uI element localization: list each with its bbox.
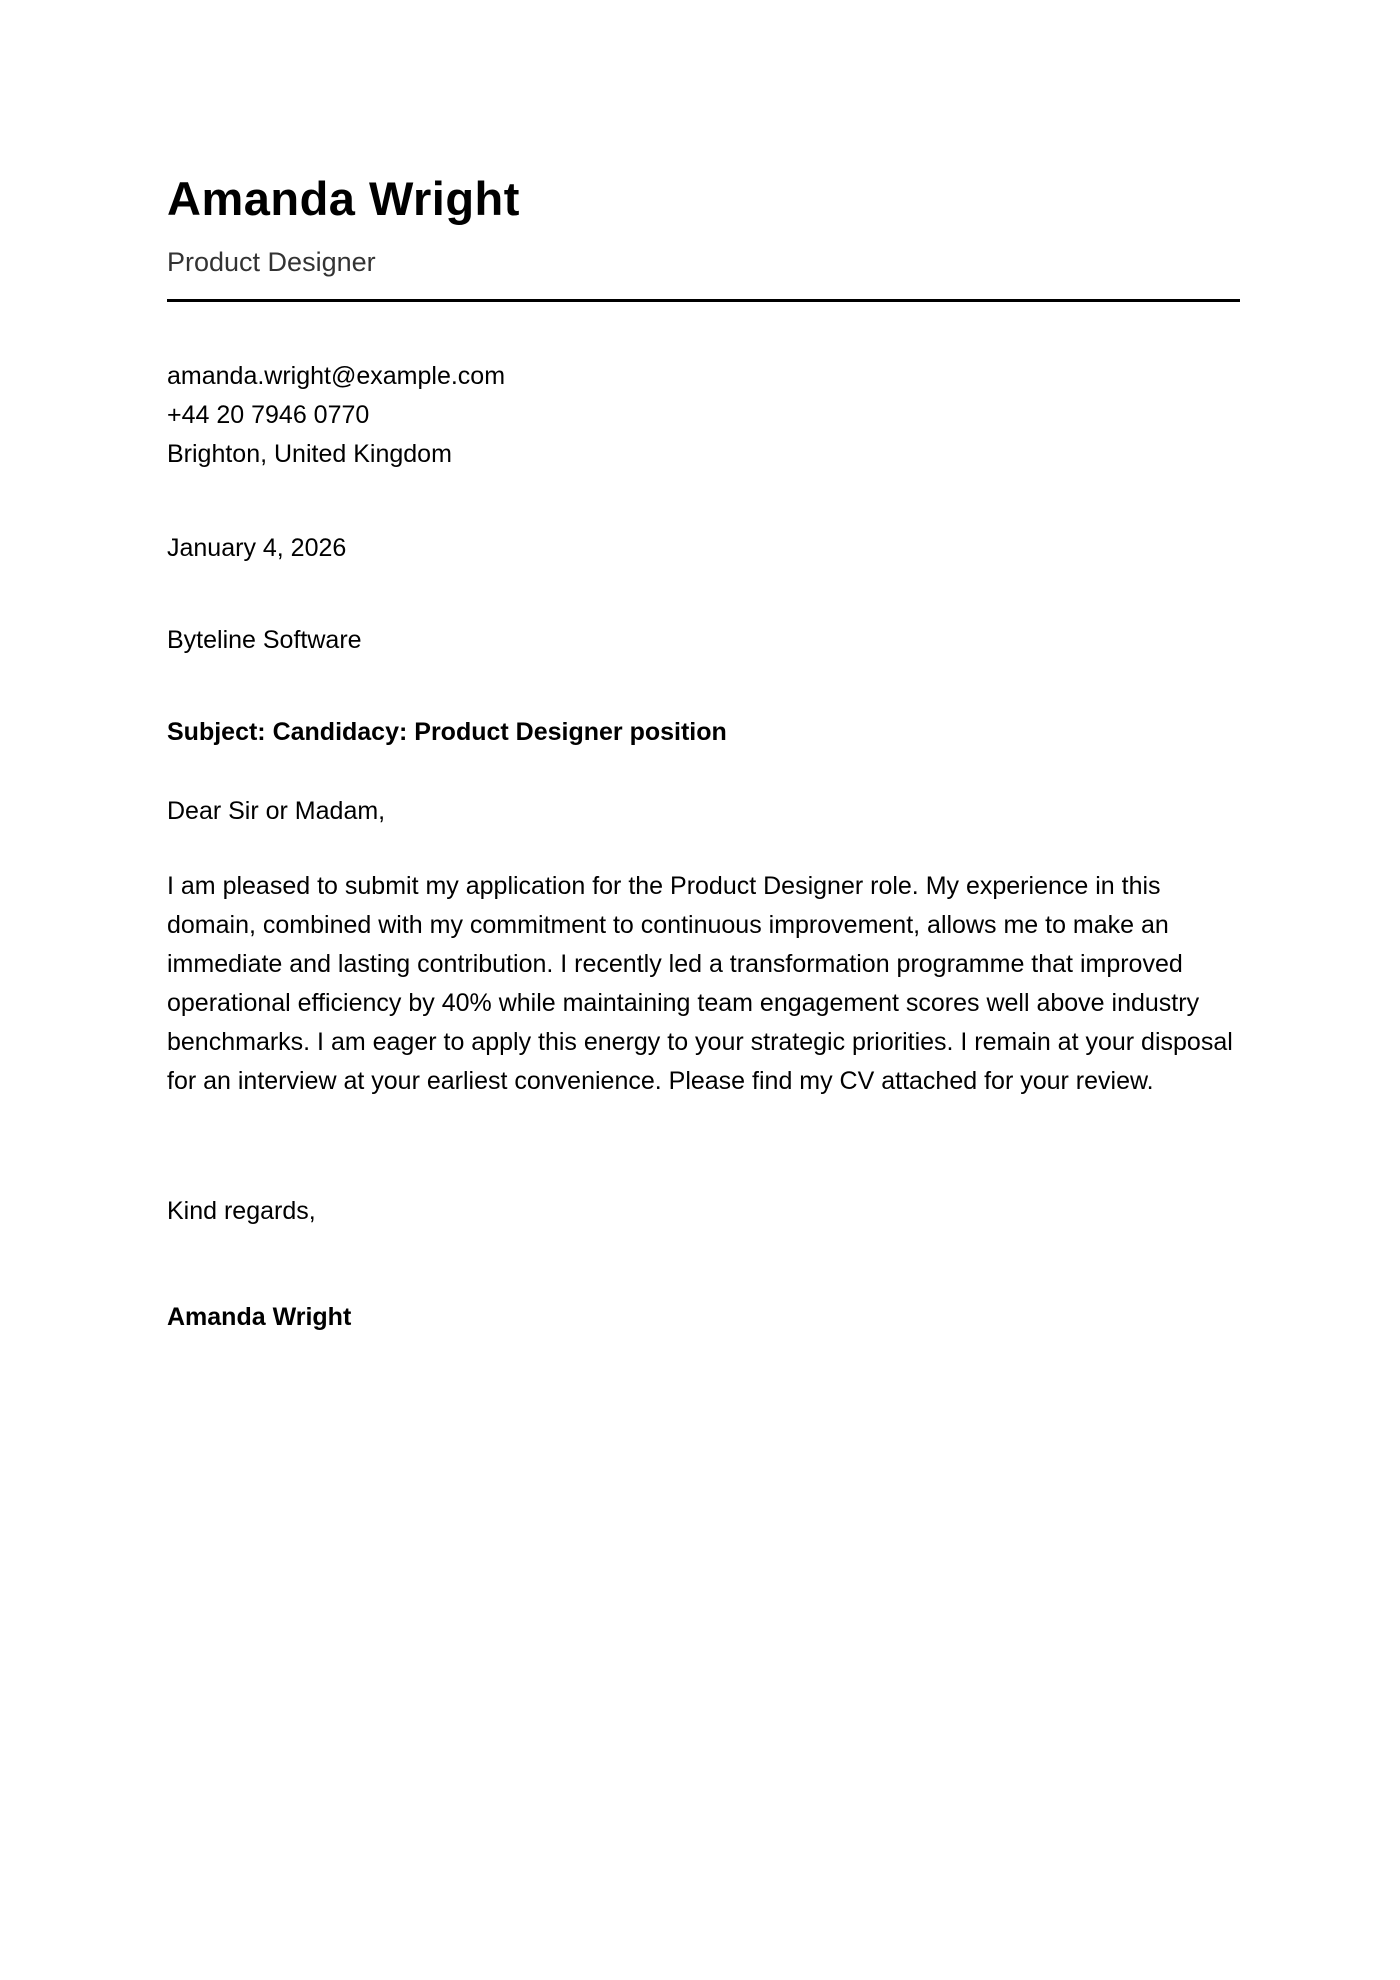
letter-signature: Amanda Wright — [167, 1303, 352, 1331]
letter-date: January 4, 2026 — [167, 534, 347, 562]
applicant-name: Amanda Wright — [167, 172, 520, 225]
contact-phone: +44 20 7946 0770 — [167, 401, 370, 429]
header-divider — [167, 299, 1240, 302]
letter-salutation: Dear Sir or Madam, — [167, 797, 386, 825]
recipient-company: Byteline Software — [167, 626, 362, 654]
contact-location: Brighton, United Kingdom — [167, 440, 452, 468]
contact-email: amanda.wright@example.com — [167, 362, 506, 390]
applicant-role: Product Designer — [167, 247, 376, 277]
contact-block — [167, 357, 505, 474]
letter-closing: Kind regards, — [167, 1197, 316, 1225]
letter-body: I am pleased to submit my application for the Product Designer role. My experience in this domain, combined with my commitment to continuous improvement, allows me to make an immediate and lasting contribution. I recently led a transformation programme that improved operational efficiency by 40% while maintaining team engagement scores well above industry benchmarks. I am eager to apply this energy to your strategic priorities. I remain at your disposal for an interview at your earliest convenience. Please find my CV attached for your review. — [167, 872, 1233, 1095]
letter-subject: Subject: Candidacy: Product Designer position — [167, 718, 727, 746]
